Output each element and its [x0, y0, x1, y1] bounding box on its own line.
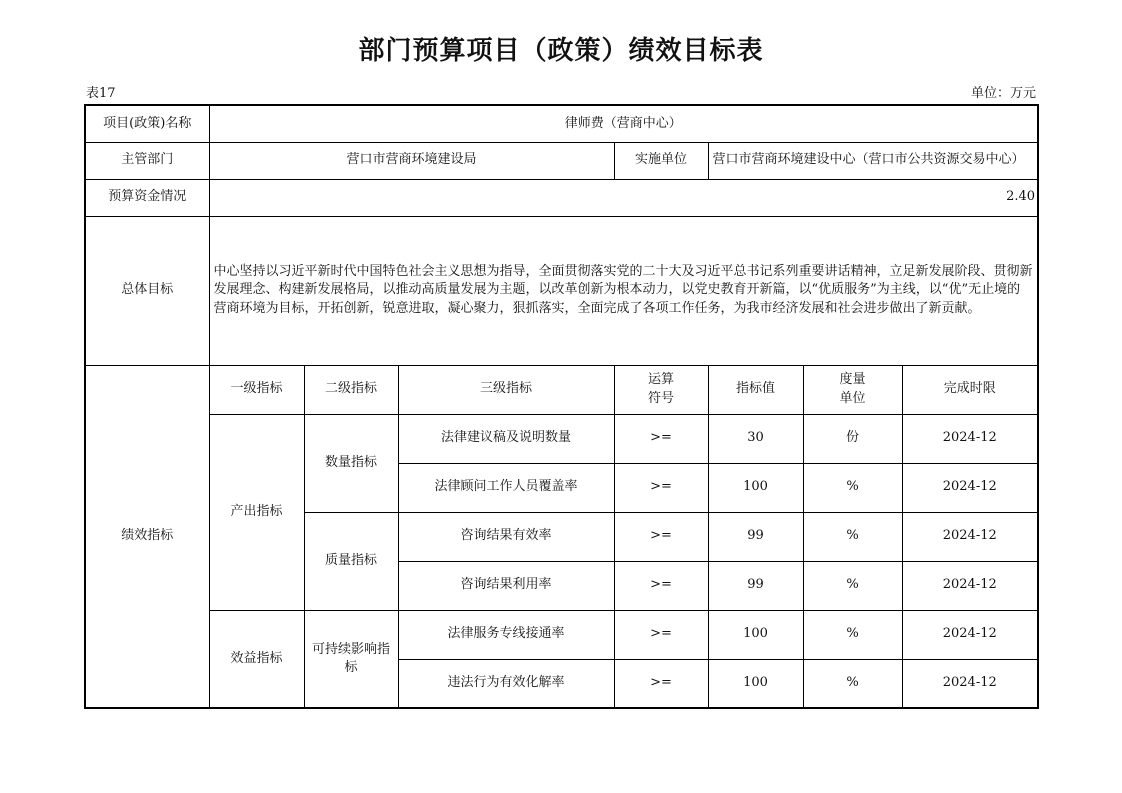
- deadline-cell: 2024-12: [902, 414, 1038, 463]
- performance-target-table: [84, 104, 1039, 709]
- implementing-unit-value: 营口市营商环境建设中心（营口市公共资源交易中心）: [708, 142, 1038, 179]
- level3-indicator: 咨询结果有效率: [398, 512, 614, 561]
- level2-indicator: 质量指标: [304, 512, 398, 610]
- budget-label: 预算资金情况: [85, 179, 209, 216]
- measure-unit-cell: %: [803, 659, 902, 708]
- department-row: [85, 142, 1038, 179]
- operator-cell: >=: [614, 414, 708, 463]
- budget-row: [85, 179, 1038, 216]
- deadline-cell: 2024-12: [902, 610, 1038, 659]
- target-value-cell: 99: [708, 561, 803, 610]
- header-operator: 运算 符号: [614, 365, 708, 414]
- level2-indicator: 可持续影响指标: [304, 610, 398, 708]
- header-unit: 度量 单位: [803, 365, 902, 414]
- header-level3: 三级指标: [398, 365, 614, 414]
- level3-indicator: 咨询结果利用率: [398, 561, 614, 610]
- level3-indicator: 法律服务专线接通率: [398, 610, 614, 659]
- level1-indicator: 效益指标: [209, 610, 304, 708]
- overall-goal-text: 中心坚持以习近平新时代中国特色社会主义思想为指导，全面贯彻落实党的二十大及习近平总书记系列重要讲话精神，立足新发展阶段、贯彻新发展理念、构建新发展格局，以推动高质量发展为主题，以改革创新为根本动力，以党史教育开新篇，以“优质服务”为主线，以“优”无止境的营商环境为目标，开拓创新，锐意进取，凝心聚力，狠抓落实，全面完成了各项工作任务，为我市经济发展和社会进步做出了新贡献。: [209, 216, 1038, 365]
- target-value-cell: 100: [708, 463, 803, 512]
- target-value-cell: 100: [708, 610, 803, 659]
- implementing-unit-label: 实施单位: [614, 142, 708, 179]
- operator-cell: >=: [614, 659, 708, 708]
- header-level2: 二级指标: [304, 365, 398, 414]
- operator-cell: >=: [614, 610, 708, 659]
- measure-unit-cell: %: [803, 561, 902, 610]
- operator-cell: >=: [614, 463, 708, 512]
- deadline-cell: 2024-12: [902, 561, 1038, 610]
- target-value-cell: 30: [708, 414, 803, 463]
- indicator-header-row: [85, 365, 1038, 414]
- measure-unit-cell: %: [803, 463, 902, 512]
- department-value: 营口市营商环境建设局: [209, 142, 614, 179]
- measure-unit-cell: 份: [803, 414, 902, 463]
- level3-indicator: 法律建议稿及说明数量: [398, 414, 614, 463]
- department-label: 主管部门: [85, 142, 209, 179]
- table-number: 表17: [86, 86, 116, 101]
- budget-value: 2.40: [209, 179, 1038, 216]
- measure-unit-cell: %: [803, 512, 902, 561]
- project-name-row: [85, 105, 1038, 142]
- operator-cell: >=: [614, 512, 708, 561]
- performance-indicator-label: 绩效指标: [85, 365, 209, 708]
- indicator-row: [85, 610, 1038, 659]
- measure-unit-cell: %: [803, 610, 902, 659]
- deadline-cell: 2024-12: [902, 463, 1038, 512]
- header-level1: 一级指标: [209, 365, 304, 414]
- target-value-cell: 100: [708, 659, 803, 708]
- page-title: 部门预算项目（政策）绩效目标表: [358, 36, 764, 66]
- deadline-cell: 2024-12: [902, 512, 1038, 561]
- deadline-cell: 2024-12: [902, 659, 1038, 708]
- header-deadline: 完成时限: [902, 365, 1038, 414]
- project-name-value: 律师费（营商中心）: [209, 105, 1038, 142]
- unit-label: 单位：万元: [970, 86, 1036, 101]
- header-value: 指标值: [708, 365, 803, 414]
- level3-indicator: 违法行为有效化解率: [398, 659, 614, 708]
- project-name-label: 项目(政策)名称: [85, 105, 209, 142]
- level3-indicator: 法律顾问工作人员覆盖率: [398, 463, 614, 512]
- level2-indicator: 数量指标: [304, 414, 398, 512]
- overall-goal-label: 总体目标: [85, 216, 209, 365]
- target-value-cell: 99: [708, 512, 803, 561]
- overall-goal-row: [85, 216, 1038, 365]
- operator-cell: >=: [614, 561, 708, 610]
- level1-indicator: 产出指标: [209, 414, 304, 610]
- indicator-row: [85, 414, 1038, 463]
